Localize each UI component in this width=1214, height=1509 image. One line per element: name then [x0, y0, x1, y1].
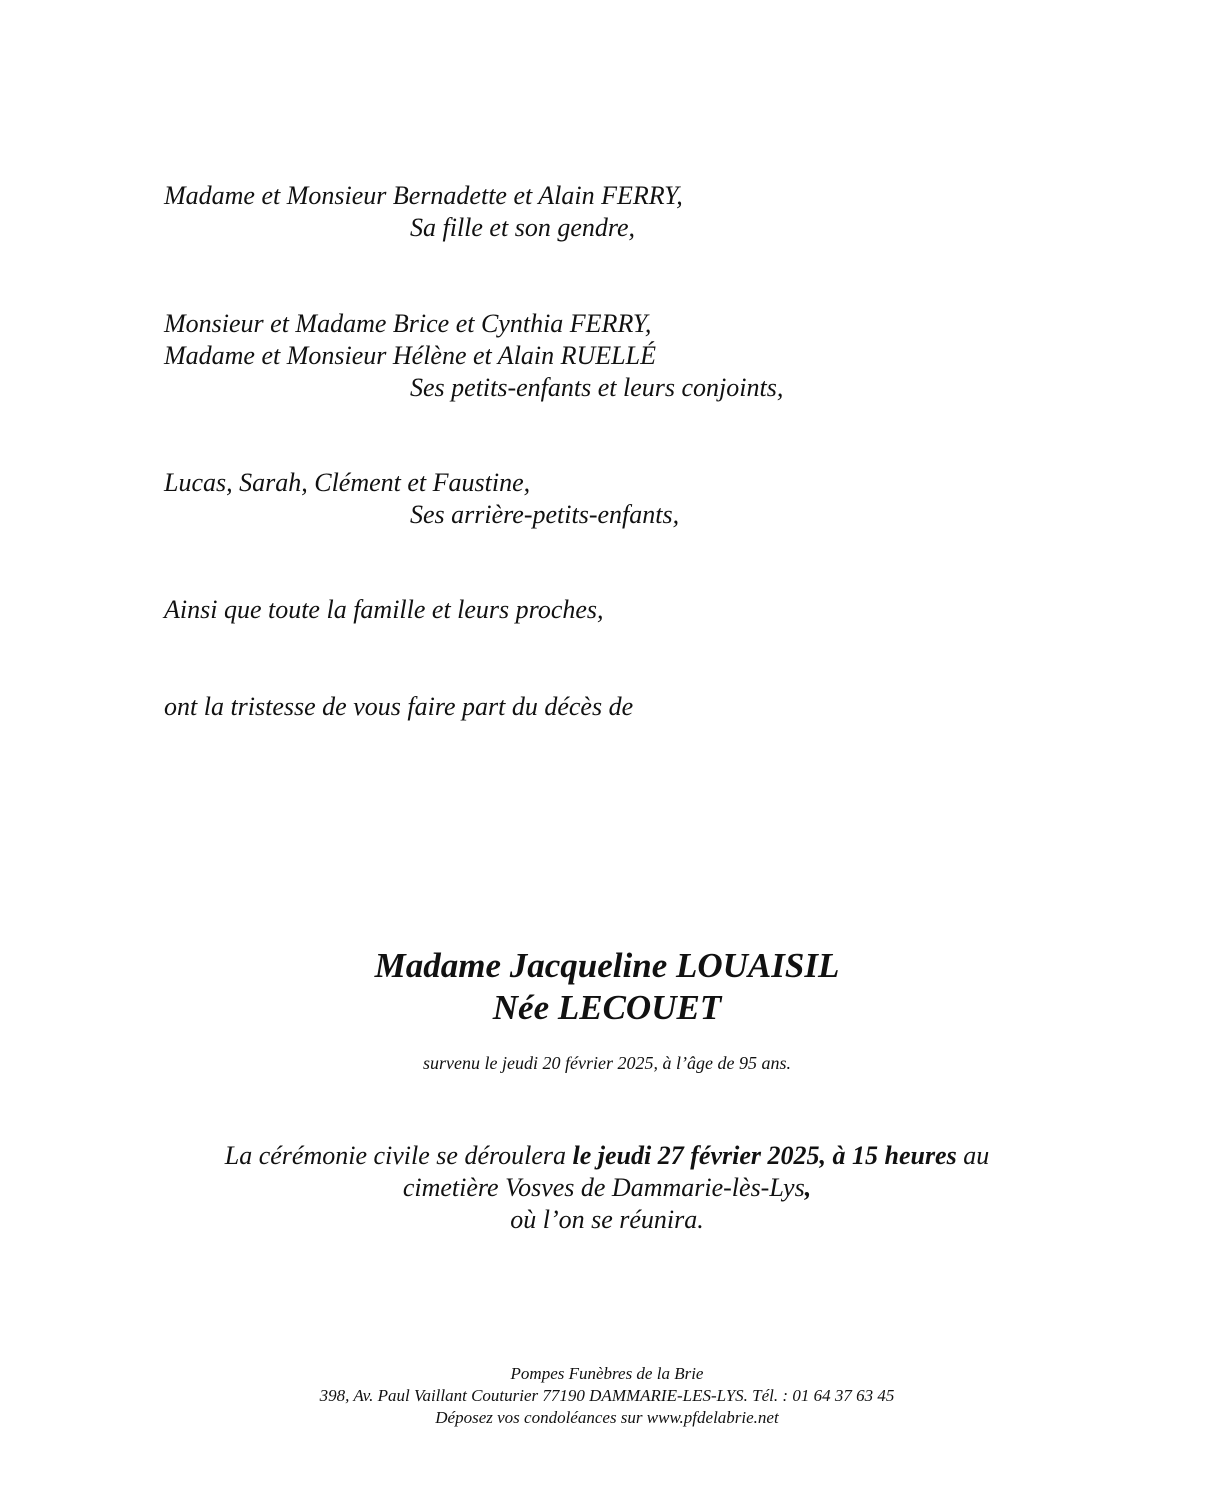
ceremony-location: cimetière Vosves de Dammarie-lès-Lys — [402, 1173, 805, 1202]
deceased-maiden-name: Née LECOUET — [492, 988, 722, 1027]
ceremony-intro: La cérémonie civile se déroulera — [224, 1141, 573, 1170]
announcement-line: ont la tristesse de vous faire part du décès de — [164, 692, 634, 721]
daughter-relation: Sa fille et son gendre, — [410, 213, 636, 242]
grandchildren-relation: Ses petits-enfants et leurs conjoints, — [410, 373, 784, 402]
ceremony-after-date: au — [956, 1141, 990, 1170]
grandchild-names-1: Monsieur et Madame Brice et Cynthia FERRY, — [164, 309, 652, 338]
ceremony-meeting: où l’on se réunira. — [510, 1205, 704, 1234]
footer-address: 398, Av. Paul Vaillant Couturier 77190 DAMMARIE-LES-LYS. Tél. : 01 64 37 63 45 — [319, 1386, 895, 1405]
ceremony-line-1 — [0, 1140, 1214, 1172]
ceremony-location-comma: , — [804, 1173, 812, 1202]
ceremony-line-2 — [0, 1172, 1214, 1204]
ceremony-date-time: le jeudi 27 février 2025, à 15 heures — [572, 1141, 957, 1170]
daughter-names: Madame et Monsieur Bernadette et Alain FERRY, — [164, 181, 683, 210]
great-grandchildren-names: Lucas, Sarah, Clément et Faustine, — [164, 468, 531, 497]
deceased-name: Madame Jacqueline LOUAISIL — [374, 946, 840, 985]
other-family-line: Ainsi que toute la famille et leurs proches, — [164, 595, 604, 624]
grandchild-names-2: Madame et Monsieur Hélène et Alain RUELLÉ — [164, 341, 656, 370]
death-info: survenu le jeudi 20 février 2025, à l’âge de 95 ans. — [423, 1053, 791, 1073]
footer-company: Pompes Funèbres de la Brie — [510, 1364, 704, 1383]
footer-condolences: Déposez vos condoléances sur www.pfdelabrie.net — [435, 1408, 779, 1427]
great-grandchildren-relation: Ses arrière-petits-enfants, — [410, 500, 680, 529]
